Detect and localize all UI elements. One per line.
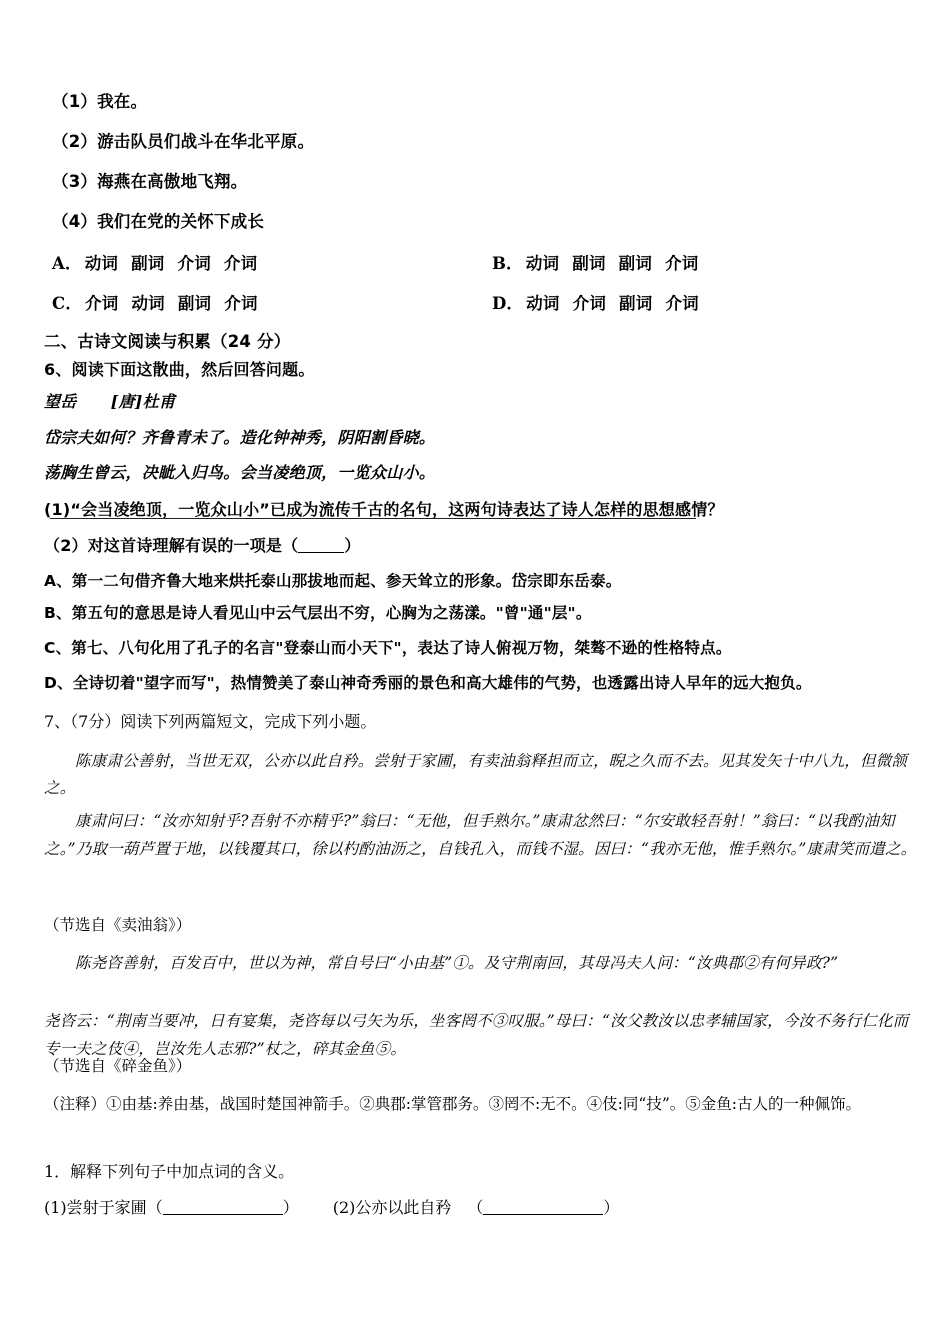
choice-a-word-4: 介词 (223, 254, 258, 273)
sentence-item-4: （4）我们在党的关怀下成长 (52, 212, 265, 231)
choice-a-word-1: 动词 (84, 254, 119, 273)
choice-label-b: B． (492, 254, 523, 273)
passage-one-source: （节选自《卖油翁》） (44, 916, 192, 934)
choice-b-word-4: 介词 (665, 254, 699, 273)
choice-d-word-2: 介词 (572, 294, 607, 313)
choice-label-c: C． (52, 294, 83, 313)
choice-d-word-3: 副词 (619, 294, 653, 313)
q6-2-option-b[interactable]: B、第五句的意思是诗人看见山中云气层出不穷，心胸为之荡漾。"曾"通"层"。 (44, 604, 592, 622)
choice-c-word-4: 介词 (224, 294, 258, 313)
choice-c-word-1: 介词 (85, 294, 119, 313)
choice-option-b[interactable] (492, 254, 932, 275)
sub-q1-item-1-open: （ (146, 1198, 163, 1217)
passage-one-paragraph-2: 康肃问曰：“汝亦知射乎?吾射不亦精乎?”翁曰：“无他，但手熟尔。”康肃忿然曰：“尔安敢轻吾射！”翁曰：“以我酌油知之。”乃取一葫芦置于地，以钱覆其口，徐以杓酌油沥之，自钱孔入，而钱不湿。因曰：“我亦无他，惟手熟尔。”康肃笑而遣之。 (44, 812, 917, 858)
sub-q1-item-1 (44, 1198, 299, 1217)
choice-option-a[interactable] (52, 254, 492, 275)
sub-q1-item-2-text: 公亦以此自矜 (355, 1198, 452, 1217)
sentence-item-3: （3）海燕在高傲地飞翔。 (52, 172, 248, 191)
choice-b-word-3: 副词 (618, 254, 653, 273)
passage-two-paragraph-1: 陈尧咨善射，百发百中，世以为神，常自号曰“小由基”①。及守荆南回，其母冯夫人问：“汝典郡②有何异政?” (75, 954, 839, 972)
choice-c-word-3: 副词 (177, 294, 212, 313)
choice-a-word-3: 介词 (177, 254, 211, 273)
choice-a-word-2: 副词 (131, 254, 165, 273)
choice-d-word-1: 动词 (526, 294, 560, 313)
poem-line-1: 岱宗夫如何？齐鲁青未了。造化钟神秀，阴阳割昏晓。 (44, 428, 436, 447)
sub-question-1-items (44, 1198, 924, 1219)
notes-block (44, 1090, 924, 1119)
question-6-1: (1)“会当凌绝顶，一览众山小”已成为流传千古的名句，这两句诗表达了诗人怎样的思想感情？ (44, 500, 724, 519)
q6-2-option-c[interactable]: C、第七、八句化用了孔子的名言"登泰山而小天下"，表达了诗人俯视万物，桀骜不逊的性格特点。 (44, 639, 732, 657)
poem-title: 望岳 (44, 392, 77, 411)
sub-q1-item-1-num: (1) (44, 1198, 67, 1217)
q6-2-option-a[interactable]: A、第一二句借齐鲁大地来烘托泰山那拔地而起、参天耸立的形象。岱宗即东岳泰。 (44, 572, 622, 590)
question-6-2-suffix: ） (344, 536, 361, 555)
choice-label-d: D． (492, 294, 524, 313)
sub-q1-item-1-blank[interactable] (163, 1198, 283, 1215)
sub-q1-item-2-open: （ (467, 1198, 484, 1217)
question-7-stem: 7、（7分）阅读下列两篇短文，完成下列小题。 (44, 712, 377, 731)
choice-option-c[interactable] (52, 294, 492, 315)
sub-q1-item-1-text: 尝射于家圃 (66, 1198, 147, 1217)
section-two-heading: 二、古诗文阅读与积累（24 分） (44, 332, 291, 351)
question-6-2-prefix: （2）对这首诗理解有误的一项是（ (44, 536, 299, 555)
poem-header (44, 392, 924, 413)
passage-one-paragraph-1: 陈康肃公善射，当世无双，公亦以此自矜。尝射于家圃，有卖油翁释担而立，睨之久而不去。见其发矢十中八九，但微颔之。 (44, 752, 908, 797)
sub-q1-item-2-close: ） (603, 1198, 620, 1217)
sub-question-1-stem: 1．解释下列句子中加点词的含义。 (44, 1162, 295, 1181)
notes-label: （注释） (44, 1095, 107, 1113)
choice-b-word-2: 副词 (572, 254, 606, 273)
question-6-2-answer-blank[interactable] (298, 536, 344, 553)
choice-d-word-4: 介词 (665, 294, 699, 313)
passage-two-source: （节选自《碎金鱼》） (44, 1057, 192, 1075)
sub-q1-item-2-num: (2) (332, 1198, 356, 1217)
sub-q1-item-1-close: ） (282, 1198, 299, 1217)
choice-row-cd (52, 294, 932, 315)
sentence-item-2: （2）游击队员们战斗在华北平原。 (52, 132, 315, 151)
poem-line-2: 荡胸生曾云，决眦入归鸟。会当凌绝顶，一览众山小。 (44, 463, 436, 482)
sentence-item-1: （1）我在。 (52, 92, 148, 111)
passage-two-paragraph-2: 尧咨云：“荆南当要冲，日有宴集，尧咨每以弓矢为乐，坐客罔不③叹服。”母曰：“汝父教汝以忠孝辅国家，今汝不务行仁化而专一夫之伎④，岂汝先人志邪?”杖之，碎其金鱼⑤。 (44, 1012, 909, 1058)
notes-text: ①由基:养由基，战国时楚国神箭手。②典郡:掌管郡务。③罔不:无不。④伎:同“技”。⑤金鱼:古人的一种佩饰。 (106, 1095, 861, 1113)
q6-2-option-d[interactable]: D、全诗切着"望字而写"，热情赞美了泰山神奇秀丽的景色和高大雄伟的气势，也透露出诗人早年的远大抱负。 (44, 674, 812, 692)
question-6-2-stem (44, 536, 924, 556)
choice-row-ab (52, 254, 932, 275)
answer-blank-line[interactable] (50, 518, 696, 519)
poem-attribution: [唐]杜甫 (110, 392, 176, 411)
choice-option-d[interactable] (492, 294, 932, 315)
sub-q1-item-2-blank[interactable] (483, 1198, 603, 1215)
sub-q1-item-2 (333, 1198, 620, 1217)
choice-c-word-2: 动词 (131, 294, 165, 313)
question-6-stem: 6、阅读下面这散曲，然后回答问题。 (44, 360, 315, 379)
choice-b-word-1: 动词 (525, 254, 560, 273)
choice-label-a: A． (52, 254, 82, 273)
